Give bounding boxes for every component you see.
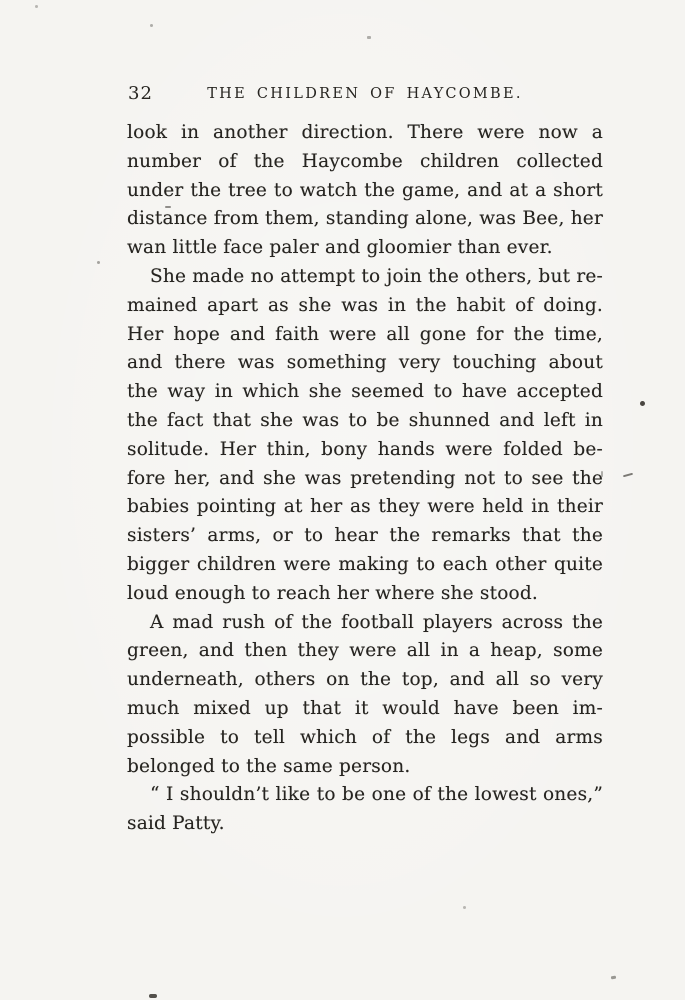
text-line: wan little face paler and gloomier than ever. [127,237,553,259]
scan-speck [463,906,466,909]
page-body [127,119,603,839]
text-line: A mad rush of the football players across the [150,611,603,633]
text-line: “ I shouldn’t like to be one of the lowest ones,” [150,784,603,806]
page-number: 32 [128,83,153,104]
scan-speck [623,473,633,478]
scan-speck [35,5,38,8]
scan-speck [640,401,645,406]
text-line: bigger children were making to each other quite [127,553,603,575]
text-line: much mixed up that it would have been im- [127,697,603,719]
text-line: under the tree to watch the game, and at a short [127,179,603,201]
text-line: Her hope and faith were all gone for the time, [127,323,603,345]
scan-speck [97,261,100,264]
scan-speck [149,994,157,998]
text-line: distance from them, standing alone, was Bee, her [127,208,603,230]
text-line: fore her, and she was pretending not to see the [127,467,603,489]
text-line: babies pointing at her as they were held in their [127,496,603,518]
page-header [127,83,603,105]
text-line: and there was something very touching about [127,352,603,374]
text-line: belonged to the same person. [127,755,411,777]
running-head: THE CHILDREN OF HAYCOMBE. [207,86,523,102]
text-line: number of the Haycombe children collected [127,150,603,172]
text-line: sisters’ arms, or to hear the remarks that the [127,525,603,547]
scan-speck [367,36,371,39]
text-line: the fact that she was to be shunned and left in [127,409,603,431]
text-line: underneath, others on the top, and all so very [127,669,603,691]
text-line: loud enough to reach her where she stood. [127,582,538,604]
text-line: the way in which she seemed to have accepted [127,381,603,403]
text-line: possible to tell which of the legs and arms [127,726,603,748]
scan-speck [611,976,616,980]
text-line: look in another direction. There were now a [127,122,603,143]
text-line: green, and then they were all in a heap, some [127,640,603,662]
text-line: solitude. Her thin, bony hands were folded be- [127,438,603,460]
scan-speck [150,24,153,27]
text-line: mained apart as she was in the habit of doing. [127,294,603,316]
text-line: said Patty. [127,813,225,835]
text-line: She made no attempt to join the others, but re- [150,265,603,287]
